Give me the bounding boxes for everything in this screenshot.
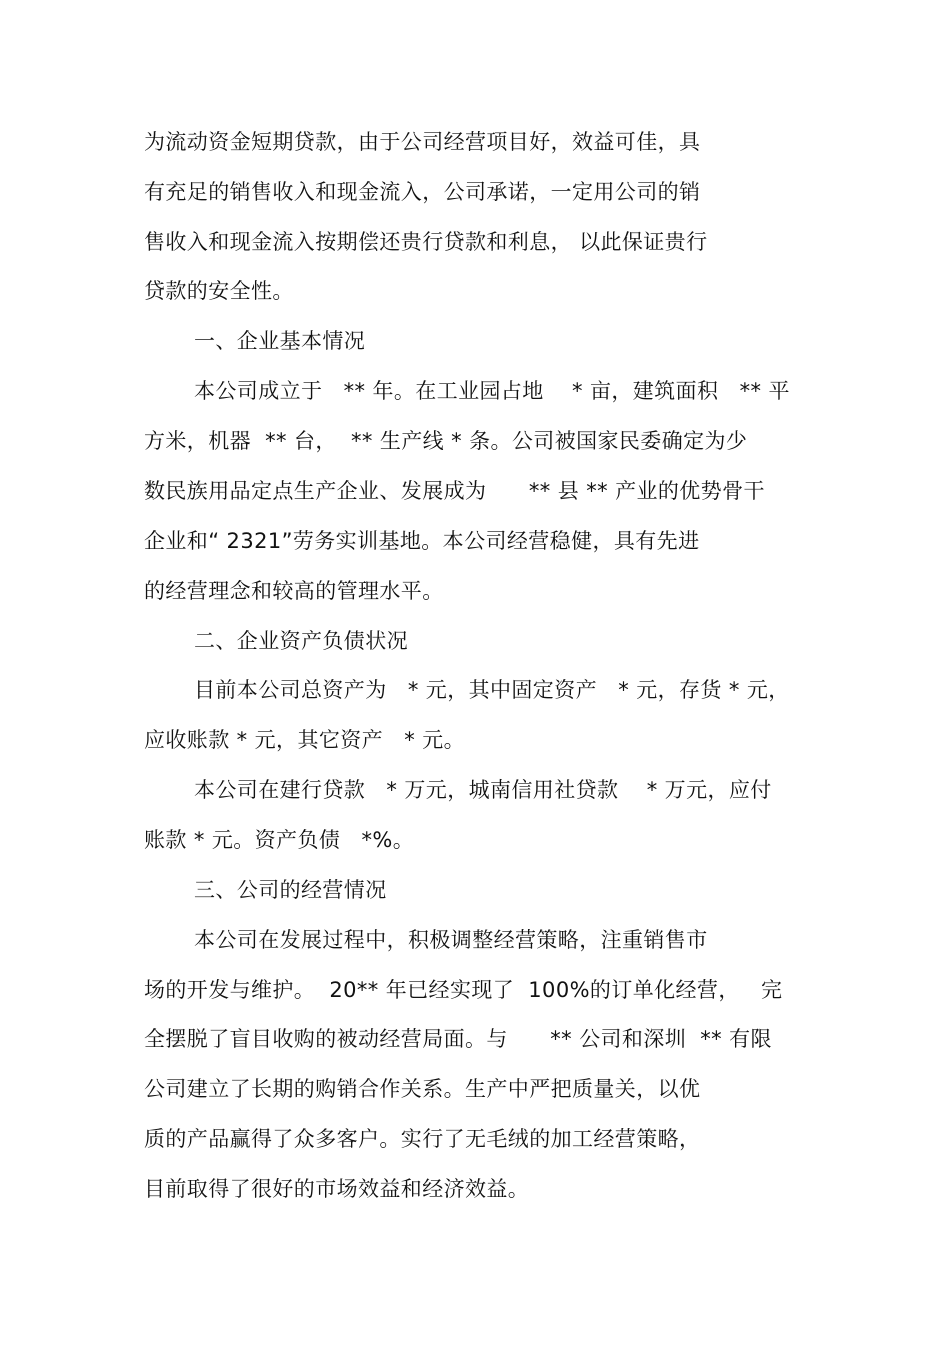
paragraph-line: 方米，机器 ** 台， ** 生产线 * 条。公司被国家民委确定为少: [144, 429, 748, 453]
paragraph-line: 质的产品赢得了众多客户。实行了无毛绒的加工经营策略，: [144, 1127, 701, 1151]
paragraph-line: 本公司在建行贷款 * 万元，城南信用社贷款 * 万元，应付: [194, 778, 772, 802]
paragraph-line: 应收账款 * 元，其它资产 * 元。: [144, 728, 466, 752]
section-heading-2: 二、企业资产负债状况: [194, 629, 408, 653]
section-heading-3: 三、公司的经营情况: [194, 878, 387, 902]
paragraph-line: 的经营理念和较高的管理水平。: [144, 579, 444, 603]
section-heading-1: 一、企业基本情况: [194, 329, 366, 353]
paragraph-line: 售收入和现金流入按期偿还贵行贷款和利息， 以此保证贵行: [144, 230, 708, 254]
paragraph-line: 全摆脱了盲目收购的被动经营局面。与 ** 公司和深圳 ** 有限: [144, 1027, 772, 1051]
paragraph-line: 数民族用品定点生产企业、发展成为 ** 县 ** 产业的优势骨干: [144, 479, 765, 503]
paragraph-line: 目前取得了很好的市场效益和经济效益。: [144, 1177, 530, 1201]
paragraph-line: 本公司成立于 ** 年。在工业园占地 * 亩，建筑面积 ** 平: [194, 379, 790, 403]
paragraph-line: 目前本公司总资产为 * 元，其中固定资产 * 元，存货 * 元，: [194, 678, 790, 702]
paragraph-line: 企业和“ 2321”劳务实训基地。本公司经营稳健，具有先进: [144, 529, 700, 553]
paragraph-line: 本公司在发展过程中，积极调整经营策略，注重销售市: [194, 928, 708, 952]
paragraph-line: 账款 * 元。资产负债 *%。: [144, 828, 415, 852]
paragraph-line: 为流动资金短期贷款，由于公司经营项目好，效益可佳，具: [144, 130, 701, 154]
paragraph-line: 有充足的销售收入和现金流入，公司承诺，一定用公司的销: [144, 180, 701, 204]
paragraph-line: 场的开发与维护。 20** 年已经实现了 100%的订单化经营， 完: [144, 978, 783, 1002]
paragraph-line: 公司建立了长期的购销合作关系。生产中严把质量关，以优: [144, 1077, 701, 1101]
paragraph-line: 贷款的安全性。: [144, 279, 294, 303]
